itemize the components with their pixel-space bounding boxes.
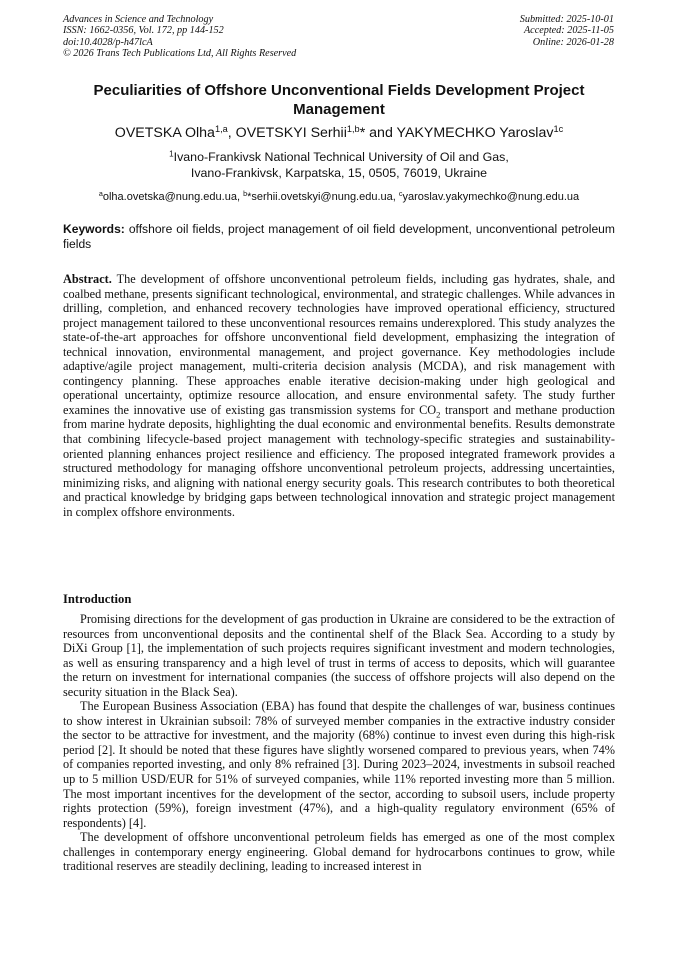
author-name: YAKYMECHKO Yaroslav <box>396 125 554 141</box>
affiliation-line <box>63 150 615 166</box>
abstract-block <box>63 272 615 519</box>
author-separator: , <box>227 125 236 141</box>
co2-subscript: 2 <box>436 409 441 420</box>
affiliation-number: 1 <box>169 149 174 159</box>
email-mark: c <box>398 190 403 199</box>
body-paragraph: The development of offshore unconventional petroleum fields has emerged as one of the most complex challenges in contemporary energy engineering. Global demand for hydrocarbons continues to grow, while traditional reserves are steadily declining, leading to increased interest in <box>63 830 615 874</box>
introduction-body <box>63 612 615 874</box>
affiliation <box>63 150 615 181</box>
journal-name: Advances in Science and Technology <box>63 14 214 25</box>
author-affiliation-mark: 1c <box>553 123 564 134</box>
accepted-date: Accepted: 2025-11-05 <box>523 25 614 37</box>
keywords-text: offshore oil fields, project management of oil field development, unconventional petroleum fields <box>63 222 615 251</box>
journal-header-left <box>63 14 296 59</box>
email-link[interactable]: yaroslav.yakymechko@nung.edu.ua <box>402 191 580 203</box>
body-paragraph: Promising directions for the development of gas production in Ukraine are considered to be the extraction of resources from unconventional deposits and the continental shelf of the Black Sea. According to a study by DiXi Group [1], the implementation of such projects requires significant investment and modern technologies, as well as ensuring transparency and a high level of trust in terms of access to deposits, which will guarantee the return on investment for international companies (the success of offshore projects will also depend on the security situation in the Black Sea). <box>63 612 615 699</box>
submitted-date: Submitted: 2025-10-01 <box>519 14 614 25</box>
section-heading-introduction: Introduction <box>63 592 132 606</box>
journal-copyright: © 2026 Trans Tech Publications Ltd, All Rights Reserved <box>63 47 297 59</box>
affiliation-address: Ivano-Frankivsk, Karpatska, 15, 0505, 76019, Ukraine <box>190 165 488 180</box>
paper-title: Peculiarities of Offshore Unconventional Fields Development Project Management <box>93 82 585 118</box>
keywords-block <box>63 222 615 251</box>
author-separator: and <box>365 125 397 141</box>
author-affiliation-mark: 1,b <box>346 123 360 134</box>
author-affiliation-mark: 1,a <box>214 123 228 134</box>
abstract-text-continued: transport and methane production from marine hydrate deposits, highlighting the dual economic and environmental benefits. Results demonstrate that combining lifecycle-based project management with technology-specific strategies and sustainability-oriented planning enhances project resilience and efficiency. The proposed integrated framework provides a structured methodology for managing offshore unconventional petroleum projects, addressing uncertainties, minimizing risks, and aligning with national energy security goals. This research contributes to both theoretical and practical knowledge by bridging gaps between technological innovation and strategic project management in complex offshore environments. <box>63 402 615 519</box>
journal-issn: ISSN: 1662-0356, Vol. 172, pp 144-152 <box>63 25 224 37</box>
online-date: Online: 2026-01-28 <box>532 36 614 48</box>
abstract-label: Abstract. <box>63 272 112 286</box>
body-paragraph: The European Business Association (EBA) has found that despite the challenges of war, business continues to show interest in Ukrainian subsoil: 78% of surveyed member companies in the extractive industry consider the sector to be attractive for investment, and the majority (68%) continue to invest even during this high-risk period [2]. It should be noted that these figures have slightly worsened compared to previous years, when 74% of companies reported investing, and only 8% refrained [3]. During 2023–2024, investments in subsoil reached up to 5 million USD/EUR for 51% of surveyed companies, while 11% reported investing more than 5 million. The most important incentives for the development of the sector, according to subsoil users, include property rights protection (59%), foreign investment (47%), and a high-quality regulatory environment (65% of respondents) [4]. <box>63 699 615 830</box>
journal-doi: doi:10.4028/p-h47lcA <box>63 36 153 48</box>
affiliation-text: Ivano-Frankivsk National Technical University of Oil and Gas, <box>173 150 509 164</box>
author-name: OVETSKA Olha <box>114 125 215 141</box>
journal-header-right <box>520 14 614 48</box>
corresponding-author-mark: * <box>359 125 366 141</box>
keywords-label: Keywords: <box>63 222 125 236</box>
author-list <box>63 124 615 142</box>
email-mark: a <box>98 190 103 199</box>
author-emails: $^a$olha.ovetska@nung.edu.ua, $^b$*serhii.ovetskyi@nung.edu.ua, $^c$yaroslav.yakymechko@nung.edu.ua <box>98 190 580 203</box>
email-link[interactable]: olha.ovetska@nung.edu.ua <box>102 191 237 203</box>
email-mark: b <box>243 190 248 199</box>
email-link[interactable]: *serhii.ovetskyi@nung.edu.ua <box>247 191 393 203</box>
author-name: OVETSKYI Serhii <box>235 125 347 141</box>
abstract-text: The development of offshore unconventional petroleum fields, including gas hydrates, shale, and coalbed methane, presents significant technological, environmental, and strategic challenges. While advances in drilling, completion, and enhanced recovery technologies have improved operational efficiency, structured project management tailored to these unconventional resources remains underexplored. This study analyzes the state-of-the-art approaches for offshore unconventional field development, emphasizing the integration of technical innovation, environmental management, and project governance. Key methodologies include adaptive/agile project management, multi-criteria decision analysis (MCDA), and risk management with contingency planning. These approaches enable iterative decision-making under high geological and operational uncertainty, optimize resource allocation, and ensure environmental safety. The study further examines the innovative use of existing gas transmission systems for CO <box>63 272 615 417</box>
